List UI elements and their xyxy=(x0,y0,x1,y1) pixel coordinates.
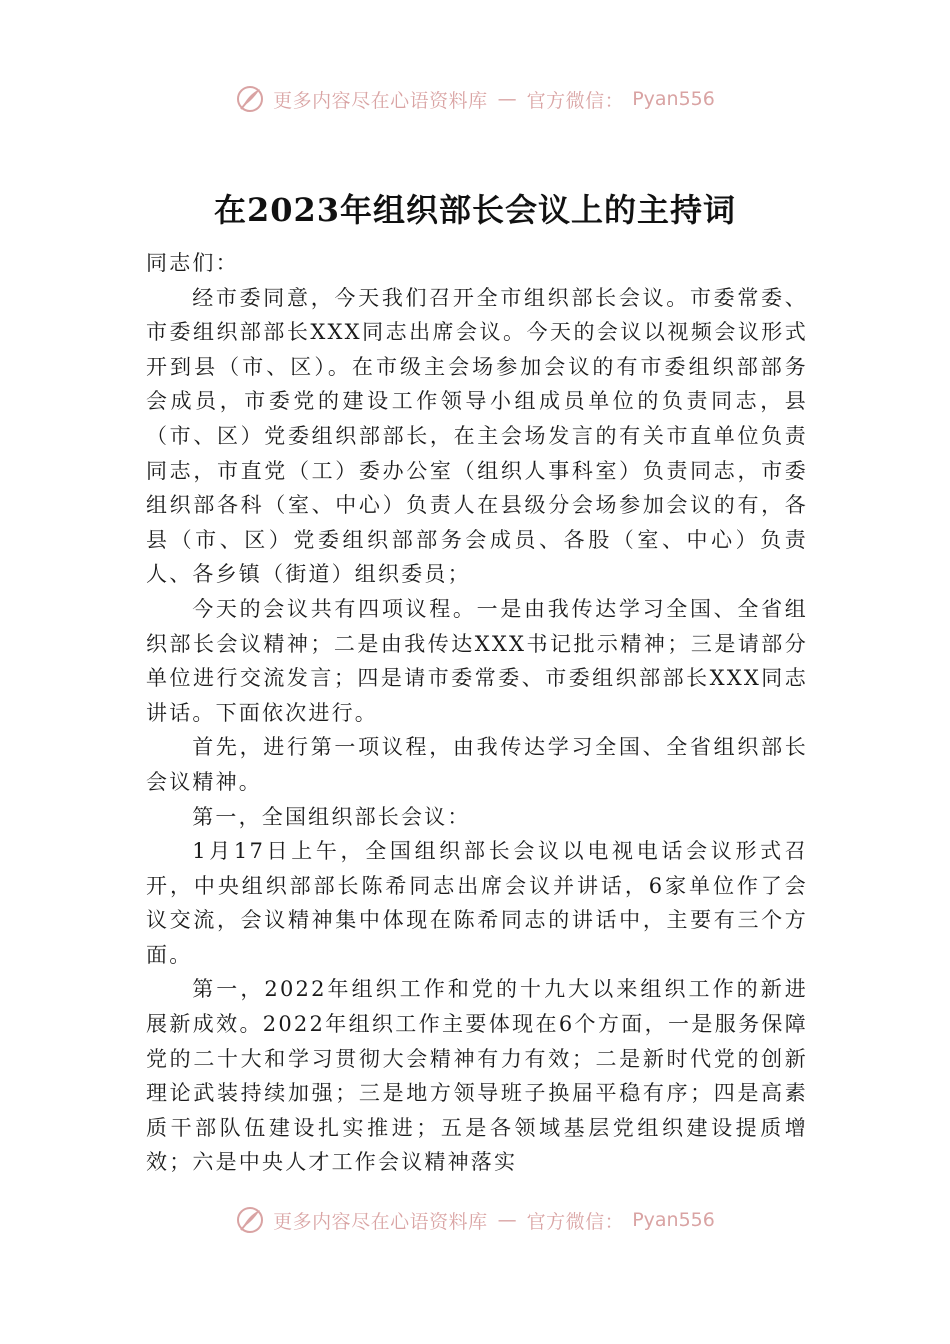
quill-logo-icon xyxy=(235,1206,265,1234)
watermark-text: 更多内容尽在心语资料库 xyxy=(273,1210,488,1233)
watermark-wechat-id: Pyan556 xyxy=(632,88,715,110)
watermark-separator: — xyxy=(497,88,517,110)
document-body xyxy=(146,246,808,1180)
header-watermark xyxy=(0,84,950,114)
watermark-wechat-id: Pyan556 xyxy=(632,1209,715,1231)
watermark-text: 更多内容尽在心语资料库 xyxy=(273,89,488,112)
document-title: 在2023年组织部长会议上的主持词 xyxy=(213,191,737,229)
footer-watermark xyxy=(0,1206,950,1234)
paragraph: 第一，全国组织部长会议： xyxy=(192,804,471,829)
salutation: 同志们： xyxy=(146,251,239,275)
paragraph: 经市委同意，今天我们召开全市组织部长会议。市委常委、市委组织部部长XXX同志出席会议。今天的会议以视频会议形式开到县（市、区）。在市级主会场参加会议的有市委组织部部务会成员，市委党的建设工作领导小组成员单位的负责同志，县（市、区）党委组织部部长，在主会场发言的有关市直单位负责同志，市直党（工）委办公室（组织人事科室）负责同志，市委组织部各科（室、中心）负责人在县级分会场参加会议的有，各县（市、区）党委组织部部务会成员、各股（室、中心）负责人、各乡镇（街道）组织委员； xyxy=(146,285,808,587)
watermark-separator: — xyxy=(497,1209,517,1231)
paragraph: 第一，2022年组织工作和党的十九大以来组织工作的新进展新成效。2022年组织工作主要体现在6个方面，一是服务保障党的二十大和学习贯彻大会精神有力有效；二是新时代党的创新理论武装持续加强；三是地方领导班子换届平稳有序；四是高素质干部队伍建设扎实推进；五是各领域基层党组织建设提质增效；六是中央人才工作会议精神落实 xyxy=(146,977,808,1175)
paragraph: 今天的会议共有四项议程。一是由我传达学习全国、全省组织部长会议精神；二是由我传达XXX书记批示精神；三是请部分单位进行交流发言；四是请市委常委、市委组织部部长XXX同志讲话。下面依次进行。 xyxy=(146,596,808,725)
paragraph: 1月17日上午，全国组织部长会议以电视电话会议形式召开，中央组织部部长陈希同志出席会议并讲话，6家单位作了会议交流，会议精神集中体现在陈希同志的讲话中，主要有三个方面。 xyxy=(146,839,808,967)
watermark-wechat-label: 官方微信： xyxy=(526,89,625,112)
paragraph: 首先，进行第一项议程，由我传达学习全国、全省组织部长会议精神。 xyxy=(146,735,808,794)
quill-logo-icon xyxy=(235,84,265,114)
watermark-wechat-label: 官方微信： xyxy=(526,1210,625,1233)
